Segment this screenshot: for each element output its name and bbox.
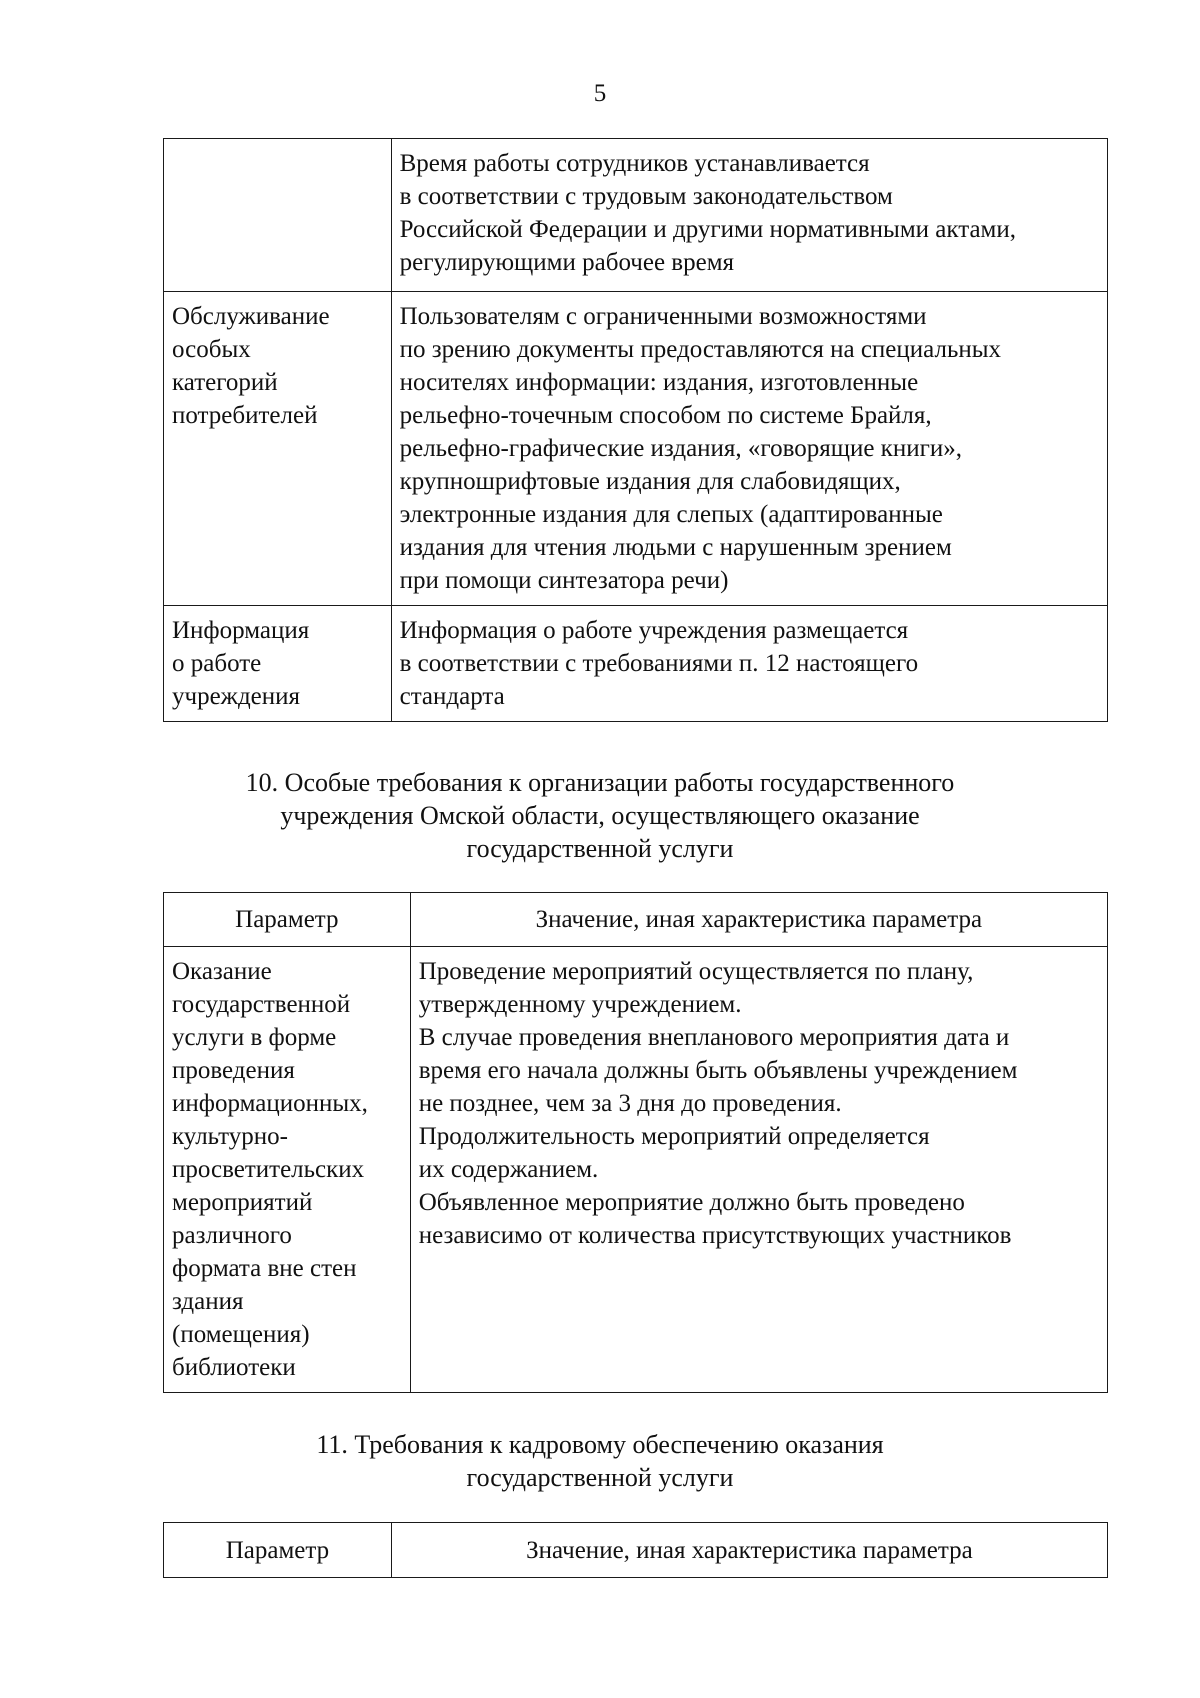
- cell-line: утвержденному учреждением.: [418, 991, 742, 1018]
- cell-line: различного: [172, 1222, 292, 1249]
- section-10-table: [163, 892, 1108, 1393]
- cell-line: рельефно-графические издания, «говорящие книги»,: [399, 435, 962, 462]
- cell-line: в соответствии с трудовым законодательством: [399, 183, 893, 210]
- cell-line: время его начала должны быть объявлены учреждением: [418, 1057, 1018, 1084]
- table-header-row: [164, 1523, 1108, 1578]
- cell-line: Время работы сотрудников устанавливается: [399, 150, 870, 177]
- cell-line: издания для чтения людьми с нарушенным зрением: [399, 534, 952, 561]
- value-cell: [410, 947, 1107, 1393]
- heading-line: 10. Особые требования к организации работы государственного: [245, 768, 955, 797]
- cell-line: проведения: [172, 1057, 295, 1084]
- cell-line: здания: [172, 1288, 244, 1315]
- page-number: 5: [593, 80, 607, 107]
- cell-line: электронные издания для слепых (адаптированные: [399, 501, 943, 528]
- cell-line: Информация: [172, 617, 310, 644]
- cell-line: их содержанием.: [418, 1156, 599, 1183]
- table-row: [164, 606, 1108, 722]
- section-10-heading: [0, 766, 1200, 865]
- cell-line: Проведение мероприятий осуществляется по плану,: [418, 958, 974, 985]
- cell-line: категорий: [172, 369, 278, 396]
- param-cell: [164, 606, 392, 722]
- header-value: Значение, иная характеристика параметра: [410, 893, 1107, 947]
- cell-line: крупношрифтовые издания для слабовидящих,: [399, 468, 901, 495]
- param-cell: [164, 292, 392, 606]
- cell-line: стандарта: [399, 683, 505, 710]
- cell-line: регулирующими рабочее время: [399, 249, 735, 276]
- cell-line: В случае проведения внепланового мероприятия дата и: [418, 1024, 1010, 1051]
- cell-line: не позднее, чем за 3 дня до проведения.: [418, 1090, 842, 1117]
- cell-line: Обслуживание: [172, 303, 330, 330]
- header-param: Параметр: [164, 1523, 392, 1578]
- cell-line: просветительских: [172, 1156, 365, 1183]
- cell-line: Оказание: [172, 958, 272, 985]
- heading-line: 11. Требования к кадровому обеспечению оказания: [316, 1430, 884, 1459]
- header-value: Значение, иная характеристика параметра: [391, 1523, 1107, 1578]
- cell-line: формата вне стен: [172, 1255, 357, 1282]
- header-param: Параметр: [164, 893, 411, 947]
- heading-line: государственной услуги: [466, 834, 734, 863]
- section-11-table: [163, 1522, 1108, 1578]
- heading-line: учреждения Омской области, осуществляющего оказание: [280, 801, 920, 830]
- cell-line: Объявленное мероприятие должно быть проведено: [418, 1189, 965, 1216]
- cell-line: мероприятий: [172, 1189, 313, 1216]
- cell-line: по зрению документы предоставляются на специальных: [399, 336, 1002, 363]
- value-cell: [391, 606, 1107, 722]
- cell-line: носителях информации: издания, изготовленные: [399, 369, 919, 396]
- cell-line: учреждения: [172, 683, 301, 710]
- cell-line: Продолжительность мероприятий определяется: [418, 1123, 930, 1150]
- cell-line: культурно-: [172, 1123, 288, 1150]
- table-row: [164, 139, 1108, 292]
- table-row: [164, 292, 1108, 606]
- cell-line: библиотеки: [172, 1354, 296, 1381]
- table-row: [164, 947, 1108, 1393]
- cell-line: (помещения): [172, 1321, 310, 1348]
- value-cell: [391, 292, 1107, 606]
- cell-line: независимо от количества присутствующих участников: [418, 1222, 1012, 1249]
- cell-line: о работе: [172, 650, 262, 677]
- cell-line: информационных,: [172, 1090, 368, 1117]
- section-11-heading: [0, 1428, 1200, 1494]
- services-table-continued: [163, 138, 1108, 722]
- cell-line: Пользователям с ограниченными возможностями: [399, 303, 927, 330]
- table-header-row: [164, 893, 1108, 947]
- cell-line: государственной: [172, 991, 351, 1018]
- value-cell: [391, 139, 1107, 292]
- param-cell: [164, 947, 411, 1393]
- cell-line: Информация о работе учреждения размещается: [399, 617, 909, 644]
- param-cell: [164, 139, 392, 292]
- cell-line: при помощи синтезатора речи): [399, 567, 729, 594]
- cell-line: потребителей: [172, 402, 318, 429]
- cell-line: услуги в форме: [172, 1024, 337, 1051]
- cell-line: в соответствии с требованиями п. 12 настоящего: [399, 650, 919, 677]
- cell-line: особых: [172, 336, 251, 363]
- cell-line: Российской Федерации и другими нормативными актами,: [399, 216, 1016, 243]
- heading-line: государственной услуги: [466, 1463, 734, 1492]
- cell-line: рельефно-точечным способом по системе Брайля,: [399, 402, 932, 429]
